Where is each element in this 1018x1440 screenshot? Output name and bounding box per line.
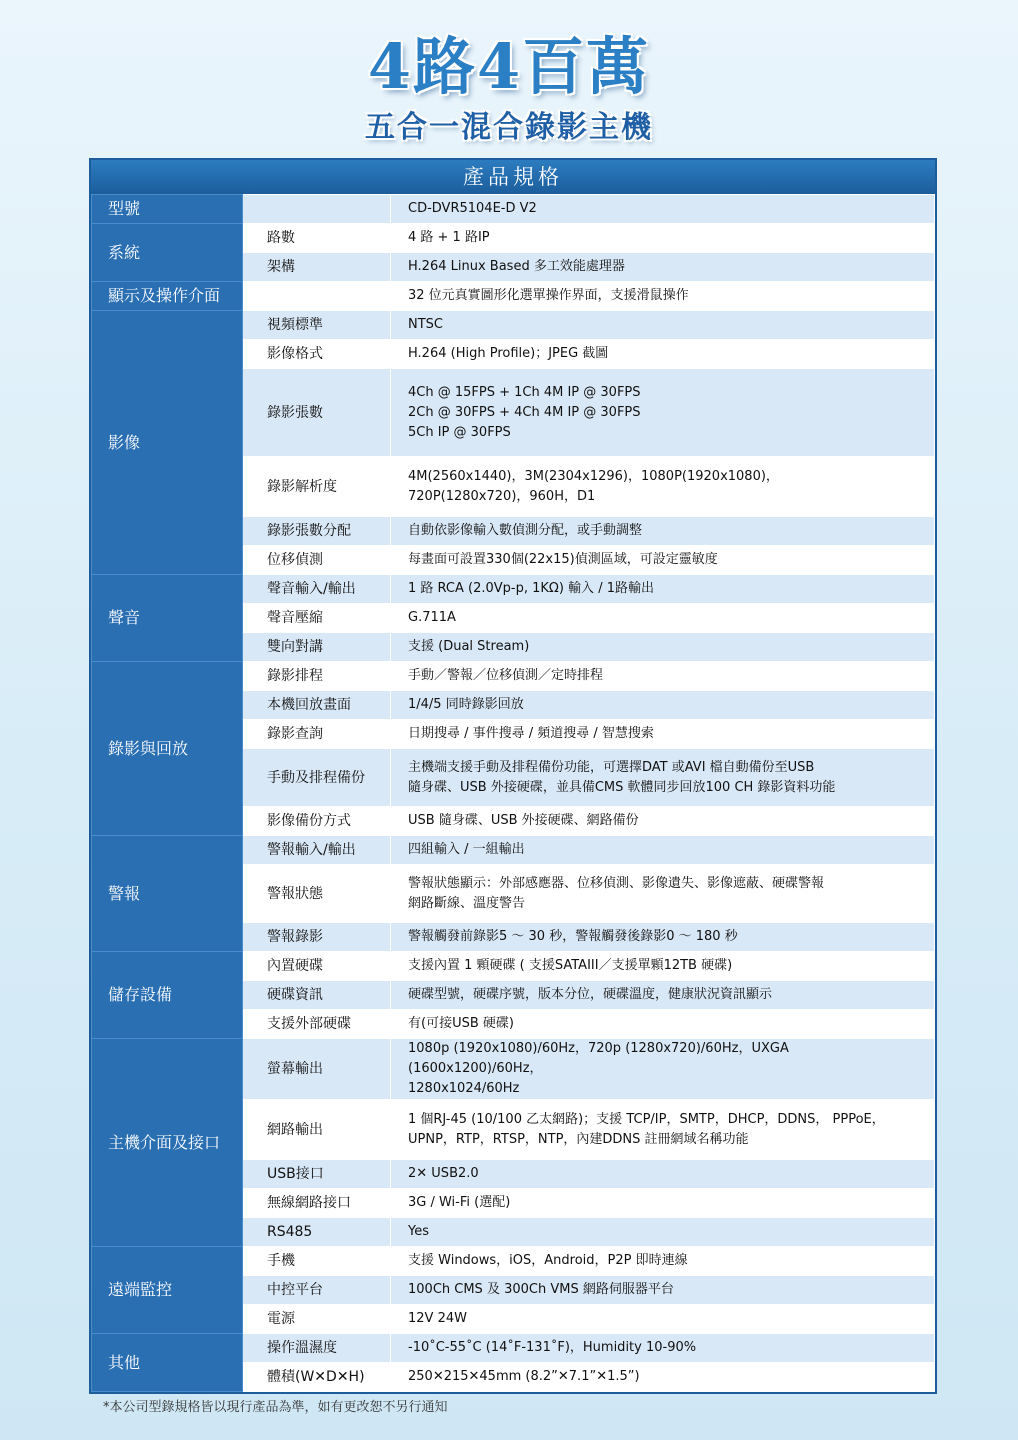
spec-item-name: RS485 [243, 1218, 391, 1247]
spec-value-line: 100Ch CMS 及 300Ch VMS 網路伺服器平台 [408, 1282, 674, 1297]
spec-value-line: 隨身碟、USB 外接硬碟，並具備CMS 軟體同步回放100 CH 錄影資料功能 [408, 779, 836, 795]
spec-value-line: USB 隨身碟、USB 外接硬碟、網路備份 [408, 813, 639, 828]
spec-value-line: 有(可接USB 硬碟) [408, 1016, 514, 1031]
spec-item-name: 網路輸出 [243, 1100, 391, 1160]
spec-value-line: 警報觸發前錄影5 ～ 30 秒，警報觸發後錄影0 ～ 180 秒 [408, 929, 738, 944]
spec-value-line: 日期搜尋 / 事件搜尋 / 頻道搜尋 / 智慧搜索 [408, 726, 654, 741]
spec-item-name: 操作溫濕度 [243, 1334, 391, 1363]
spec-value-line: 支援內置 1 顆硬碟 ( 支援SATAIII／支援單顆12TB 硬碟) [408, 958, 733, 973]
spec-row [92, 1039, 935, 1100]
spec-item-name: 影像備份方式 [243, 807, 391, 836]
spec-item-value [391, 546, 935, 575]
spec-value-line: NTSC [408, 317, 443, 332]
spec-value-line: 1280x1024/60Hz [408, 1081, 520, 1096]
spec-category: 型號 [92, 195, 243, 224]
spec-item-value [391, 604, 935, 633]
spec-row [92, 1247, 935, 1276]
spec-value-line: 1 個RJ-45 (10/100 乙太網路)；支援 TCP/IP，SMTP，DHCP，DDNS， PPPoE， [408, 1111, 885, 1127]
spec-value-line: 硬碟型號，硬碟序號，版本分位，硬碟溫度，健康狀況資訊顯示 [408, 987, 773, 1002]
spec-value-line: 4M(2560x1440)，3M(2304x1296)，1080P(1920x1080)， [408, 468, 779, 484]
spec-item-value [391, 1100, 935, 1160]
spec-item-name: 雙向對講 [243, 633, 391, 662]
spec-value-line: Yes [408, 1224, 429, 1239]
spec-row [92, 224, 935, 253]
spec-value-line: 網路斷線、溫度警告 [408, 895, 526, 911]
spec-value-line: 32 位元真實圖形化選單操作界面，支援滑鼠操作 [408, 288, 689, 303]
spec-item-value [391, 1363, 935, 1392]
spec-item-value [391, 224, 935, 253]
spec-item-value [391, 311, 935, 340]
spec-item-name [243, 282, 391, 311]
spec-header: 產品規格 [91, 160, 935, 194]
spec-value-line: 四組輸入 / 一組輸出 [408, 842, 525, 857]
page-subtitle: 五合一混合錄影主機 [365, 110, 653, 145]
spec-item-name: 警報錄影 [243, 923, 391, 952]
spec-item-name: 錄影排程 [243, 662, 391, 691]
spec-category: 遠端監控 [92, 1247, 243, 1334]
spec-item-value [391, 340, 935, 369]
spec-value-line: 4Ch @ 15FPS + 1Ch 4M IP @ 30FPS [408, 384, 641, 400]
spec-item-value [391, 633, 935, 662]
spec-item-name: 手動及排程備份 [243, 749, 391, 807]
spec-row [92, 1334, 935, 1363]
spec-value-line: 2✕ USB2.0 [408, 1166, 479, 1181]
spec-value-line: 720P(1280x720)，960H，D1 [408, 488, 596, 504]
spec-item-name: USB接口 [243, 1160, 391, 1189]
spec-item-value [391, 1218, 935, 1247]
spec-item-value [391, 282, 935, 311]
spec-item-name: 警報輸入/輸出 [243, 836, 391, 865]
spec-row [92, 311, 935, 340]
spec-value-line: 4 路 + 1 路IP [408, 230, 490, 245]
spec-item-name: 警報狀態 [243, 865, 391, 923]
spec-item-name: 電源 [243, 1305, 391, 1334]
spec-value-line: 2Ch @ 30FPS + 4Ch 4M IP @ 30FPS [408, 404, 641, 420]
spec-item-value [391, 517, 935, 546]
spec-category: 聲音 [92, 575, 243, 662]
spec-item-name: 錄影解析度 [243, 457, 391, 517]
spec-item-name: 錄影張數分配 [243, 517, 391, 546]
spec-item-name: 支援外部硬碟 [243, 1010, 391, 1039]
spec-item-value [391, 923, 935, 952]
spec-item-name: 螢幕輸出 [243, 1039, 391, 1100]
spec-value-line: 1 路 RCA (2.0Vp-p, 1KΩ) 輸入 / 1路輸出 [408, 581, 654, 596]
spec-item-name: 本機回放畫面 [243, 691, 391, 720]
spec-value-line: -10˚C-55˚C (14˚F-131˚F)，Humidity 10-90% [408, 1340, 697, 1355]
spec-item-value [391, 952, 935, 981]
spec-item-name: 體積(W✕D✕H) [243, 1363, 391, 1392]
spec-row [92, 195, 935, 224]
spec-item-name: 無線網路接口 [243, 1189, 391, 1218]
page-title: 4路4百萬 [367, 30, 651, 103]
footnote: *本公司型錄規格皆以現行產品為準，如有更改恕不另行通知 [103, 1400, 448, 1415]
spec-value-line: H.264 Linux Based 多工效能處理器 [408, 259, 625, 274]
spec-item-name: 聲音壓縮 [243, 604, 391, 633]
spec-item-value [391, 369, 935, 457]
spec-item-value [391, 836, 935, 865]
spec-item-value [391, 981, 935, 1010]
spec-value-line: UPNP，RTP，RTSP，NTP，內建DDNS 註冊網域名稱功能 [408, 1131, 749, 1147]
spec-item-value [391, 1276, 935, 1305]
spec-table [91, 194, 935, 1392]
spec-row [92, 836, 935, 865]
spec-value-line: 警報狀態顯示：外部感應器、位移偵測、影像遺失、影像遮蔽、硬碟警報 [408, 875, 825, 891]
spec-item-value [391, 1039, 935, 1100]
spec-item-name: 位移偵測 [243, 546, 391, 575]
spec-item-value [391, 1247, 935, 1276]
spec-item-name [243, 195, 391, 224]
spec-item-value [391, 1334, 935, 1363]
spec-value-line: 250✕215✕45mm (8.2”✕7.1”✕1.5”) [408, 1369, 640, 1384]
spec-category: 系統 [92, 224, 243, 282]
spec-value-line: 3G / Wi-Fi (選配) [408, 1195, 511, 1210]
spec-value-line: 5Ch IP @ 30FPS [408, 424, 511, 440]
spec-item-name: 手機 [243, 1247, 391, 1276]
spec-item-value [391, 865, 935, 923]
spec-category: 影像 [92, 311, 243, 575]
spec-row [92, 952, 935, 981]
spec-item-name: 錄影查詢 [243, 720, 391, 749]
spec-category: 警報 [92, 836, 243, 952]
spec-item-value [391, 749, 935, 807]
spec-item-name: 硬碟資訊 [243, 981, 391, 1010]
spec-row [92, 282, 935, 311]
spec-item-value [391, 691, 935, 720]
spec-row [92, 575, 935, 604]
spec-item-name: 影像格式 [243, 340, 391, 369]
spec-item-value [391, 1010, 935, 1039]
spec-value-line: G.711A [408, 610, 456, 625]
spec-value-line: 支援 (Dual Stream) [408, 639, 530, 654]
spec-item-value [391, 807, 935, 836]
spec-category: 顯示及操作介面 [92, 282, 243, 311]
spec-value-line: 主機端支援手動及排程備份功能，可選擇DAT 或AVI 檔自動備份至USB [408, 759, 815, 775]
spec-value-line: 手動／警報／位移偵測／定時排程 [408, 668, 604, 683]
spec-category: 錄影與回放 [92, 662, 243, 836]
spec-item-name: 聲音輸入/輸出 [243, 575, 391, 604]
spec-item-name: 路數 [243, 224, 391, 253]
spec-item-value [391, 457, 935, 517]
spec-item-value [391, 1160, 935, 1189]
spec-value-line: 支援 Windows，iOS，Android，P2P 即時連線 [408, 1253, 688, 1268]
spec-value-line: 自動依影像輸入數偵測分配，或手動調整 [408, 523, 643, 538]
spec-item-value [391, 195, 935, 224]
spec-item-name: 架構 [243, 253, 391, 282]
spec-item-name: 錄影張數 [243, 369, 391, 457]
spec-category: 儲存設備 [92, 952, 243, 1039]
spec-item-name: 內置硬碟 [243, 952, 391, 981]
spec-item-value [391, 662, 935, 691]
spec-category: 其他 [92, 1334, 243, 1392]
spec-item-value [391, 575, 935, 604]
spec-item-name: 中控平台 [243, 1276, 391, 1305]
spec-value-line: 12V 24W [408, 1311, 467, 1326]
spec-item-value [391, 1305, 935, 1334]
spec-item-value [391, 1189, 935, 1218]
spec-value-line: H.264 (High Profile)；JPEG 截圖 [408, 346, 609, 361]
spec-value-line: CD-DVR5104E-D V2 [408, 201, 537, 216]
spec-value-line: 每畫面可設置330個(22x15)偵測區域，可設定靈敏度 [408, 552, 718, 567]
spec-item-name: 視頻標準 [243, 311, 391, 340]
spec-value-line: 1/4/5 同時錄影回放 [408, 697, 524, 712]
spec-value-line: 1080p (1920x1080)/60Hz，720p (1280x720)/60Hz，UXGA (1600x1200)/60Hz， [408, 1041, 789, 1076]
spec-item-value [391, 253, 935, 282]
spec-sheet [89, 158, 937, 1394]
spec-category: 主機介面及接口 [92, 1039, 243, 1247]
spec-item-value [391, 720, 935, 749]
spec-row [92, 662, 935, 691]
